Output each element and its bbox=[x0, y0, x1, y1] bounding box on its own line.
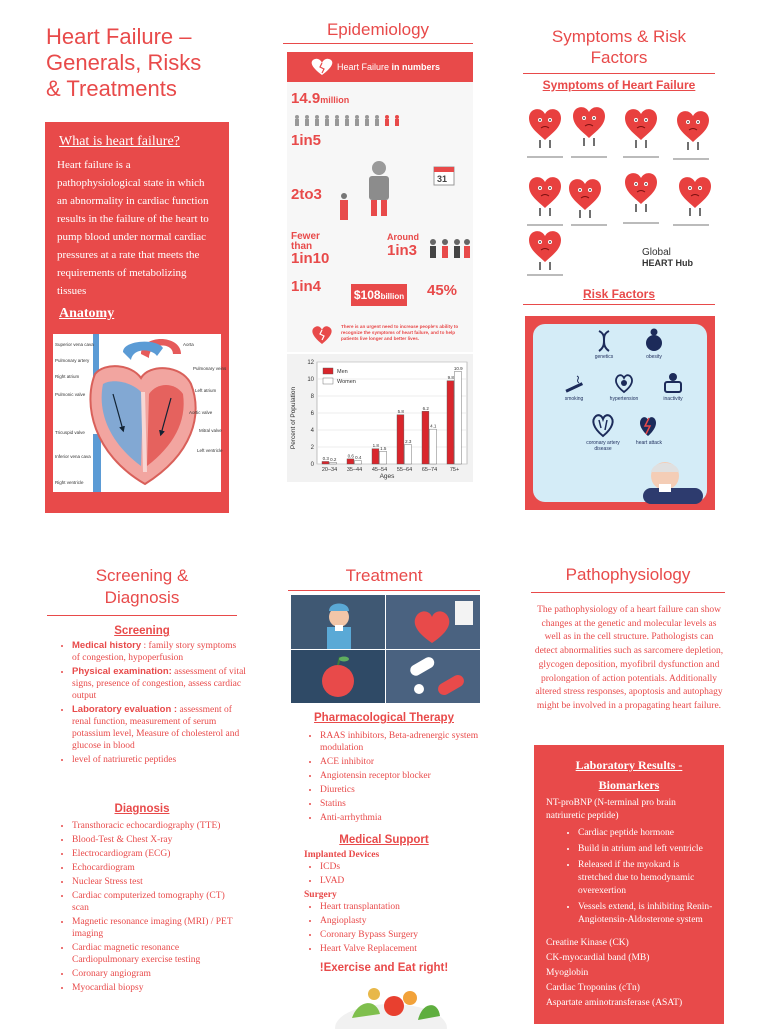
lab-marker: Aspartate aminotransferase (ASAT) bbox=[546, 998, 683, 1008]
lab-marker: Creatine Kinase (CK) bbox=[546, 938, 629, 948]
risk-factors-title: Risk Factors bbox=[582, 287, 656, 301]
title-line-1: Heart Failure – bbox=[46, 24, 192, 49]
screening-item-bold: Physical examination: bbox=[72, 666, 172, 677]
bar-men bbox=[447, 381, 454, 464]
symptoms-title bbox=[523, 26, 715, 68]
document-icon bbox=[455, 601, 473, 625]
risk-label-coronary: coronary artery disease bbox=[586, 440, 620, 452]
surgery-item: • Coronary Bypass Surgery bbox=[320, 929, 480, 941]
what-text: Heart failure is a pathophysiological state in which an abnormality in cardiac function results in the failure of the heart to pump blood under normal cardiac pressures at a rate that meets the requirements of metabolizing tissues bbox=[57, 159, 209, 297]
data-label: 9.8 bbox=[447, 375, 454, 381]
bar-women bbox=[455, 371, 462, 464]
data-label: 10.9 bbox=[453, 365, 463, 371]
heart-attack-icon bbox=[637, 414, 659, 438]
bar-men bbox=[322, 461, 329, 464]
screening-title bbox=[47, 565, 237, 609]
anatomy-diagram bbox=[53, 334, 227, 492]
screening-title-line-1: Screening & bbox=[95, 566, 189, 585]
y-tick-label: 6 bbox=[310, 411, 314, 417]
dna-icon bbox=[595, 330, 613, 352]
what-heading: What is heart failure? bbox=[59, 134, 180, 149]
stat-2to3: 2to3 bbox=[291, 186, 322, 203]
diagnosis-item: • Coronary angiogram bbox=[72, 968, 242, 980]
screening-item bbox=[72, 640, 246, 664]
x-axis-label: Ages bbox=[379, 473, 395, 480]
lab-intro: NT-proBNP (N-terminal pro brain natriuretic peptide) bbox=[546, 798, 676, 821]
risk-label-obesity: obesity bbox=[646, 354, 662, 360]
stat-1in5: 1in5 bbox=[291, 132, 322, 149]
heart-symptom-icon bbox=[625, 109, 657, 148]
heart-symptom-icon bbox=[679, 177, 711, 216]
implanted-heading: Implanted Devices bbox=[304, 850, 380, 860]
lab-bullet: • Vessels extend, is inhibiting Renin-Angiotensin-Aldosterone system bbox=[578, 901, 714, 927]
bar-women bbox=[380, 451, 387, 464]
title-line-3: & Treatments bbox=[46, 76, 177, 101]
data-label: 2.3 bbox=[405, 438, 412, 444]
anatomy-label-12: Left ventricle bbox=[197, 448, 223, 453]
symptoms-title-line-1: Symptoms & Risk bbox=[551, 27, 687, 46]
person-icon bbox=[337, 192, 351, 220]
global-heart-hub-logo bbox=[642, 248, 702, 268]
heart-symptom-icon bbox=[573, 107, 605, 146]
healthy-food-illustration bbox=[330, 984, 452, 1024]
screening-title-line-2: Diagnosis bbox=[104, 588, 180, 607]
what-is-heart-failure-box bbox=[45, 122, 229, 513]
data-label: 0.6 bbox=[347, 453, 354, 459]
screening-item-text: level of natriuretic peptides bbox=[72, 755, 177, 765]
surgery-item: • Heart transplantation bbox=[320, 901, 480, 913]
implanted-item: • ICDs bbox=[320, 861, 480, 873]
heart-symptom-icon bbox=[625, 173, 657, 212]
surgery-item: • Angioplasty bbox=[320, 915, 480, 927]
people-row-icon bbox=[291, 114, 471, 126]
urgent-text: There is an urgent need to increase people's ability to recognize the symptoms of heart failure, and to help patients live longer and better lives. bbox=[341, 324, 459, 341]
risk-label-genetics: genetics bbox=[594, 354, 614, 360]
hypertension-icon bbox=[613, 372, 635, 394]
stat-45: 45% bbox=[427, 282, 458, 299]
risk-factors-panel bbox=[533, 324, 707, 502]
stat-million-unit: million bbox=[320, 95, 350, 105]
lab-title-line-2: Biomarkers bbox=[598, 778, 660, 792]
coronary-artery-icon bbox=[589, 412, 617, 438]
diagnosis-item: • Cardiac magnetic resonance Cardiopulmonary exercise testing bbox=[72, 942, 242, 966]
stat-1in3: 1in3 bbox=[387, 242, 418, 259]
heart-symptom-icon bbox=[529, 109, 561, 148]
anatomy-label-0: Superior vena cava bbox=[55, 342, 94, 347]
diagnosis-item: • Transthoracic echocardiography (TTE) bbox=[72, 820, 242, 832]
legend-label: Men bbox=[337, 369, 348, 375]
screening-item bbox=[72, 754, 246, 766]
lab-marker: Cardiac Troponins (cTn) bbox=[546, 983, 640, 993]
risk-label-smoking: smoking bbox=[564, 396, 584, 402]
screening-item-text: assessment of renal function, measurement of serum potassium level, Measure of cholesterol and glucose in blood bbox=[72, 705, 240, 751]
anatomy-heading: Anatomy bbox=[59, 306, 115, 321]
banner-prefix: Heart Failure bbox=[337, 62, 390, 72]
diagnosis-item: • Echocardiogram bbox=[72, 862, 242, 874]
anatomy-label-9: Left atrium bbox=[195, 388, 217, 393]
surgery-item: • Heart Valve Replacement bbox=[320, 943, 480, 955]
legend-swatch bbox=[323, 378, 333, 384]
screening-item-text: : family story symptoms of congestion, hypoperfusion bbox=[72, 641, 237, 663]
broken-heart-icon bbox=[307, 57, 337, 77]
lab-bullet-list bbox=[534, 823, 724, 934]
data-label: 0.4 bbox=[355, 455, 362, 461]
legend-swatch bbox=[323, 368, 333, 374]
pharma-item: • ACE inhibitor bbox=[320, 756, 480, 768]
lab-marker: Myoglobin bbox=[546, 968, 589, 978]
prevalence-chart bbox=[287, 354, 473, 482]
data-label: 0.3 bbox=[322, 455, 329, 461]
bar-women bbox=[430, 429, 437, 464]
anatomy-label-11: Mitral valve bbox=[199, 428, 222, 433]
lab-markers bbox=[534, 934, 724, 1011]
data-label: 5.8 bbox=[397, 409, 404, 415]
elderly-patient-icon bbox=[361, 158, 397, 218]
calendar-day: 31 bbox=[437, 174, 448, 184]
family-icon bbox=[427, 238, 471, 260]
x-tick-label: 75+ bbox=[449, 467, 460, 473]
risk-label-hypertension: hypertension bbox=[609, 396, 639, 402]
epidemiology-title: Epidemiology bbox=[326, 20, 430, 39]
diagnosis-list bbox=[56, 820, 242, 996]
anatomy-label-7: Aorta bbox=[183, 342, 194, 347]
epidemiology-infographic bbox=[287, 52, 473, 352]
data-label: 1.8 bbox=[372, 443, 379, 449]
anatomy-label-1: Pulmonary artery bbox=[55, 358, 90, 363]
bar-men bbox=[397, 415, 404, 464]
obesity-icon bbox=[645, 328, 663, 354]
y-tick-label: 4 bbox=[310, 428, 314, 434]
anatomy-label-5: Inferior vena cava bbox=[55, 454, 91, 459]
screening-item-bold: Laboratory evaluation : bbox=[72, 704, 178, 715]
diagnosis-item: • Cardiac computerized tomography (CT) scan bbox=[72, 890, 242, 914]
stat-billion-badge bbox=[351, 284, 407, 306]
pharma-item: • Angiotensin receptor blocker bbox=[320, 770, 480, 782]
stat-1in10: 1in10 bbox=[291, 250, 330, 267]
lab-title-line-1: Laboratory Results - bbox=[575, 758, 683, 772]
risk-label-inactivity: inactivity bbox=[663, 396, 683, 402]
lab-bullet: • Released if the myokard is stretched due to hemodynamic overexertion bbox=[578, 859, 714, 898]
diagnosis-item: • Electrocardiogram (ECG) bbox=[72, 848, 242, 860]
implanted-item: • LVAD bbox=[320, 875, 480, 887]
pathophysiology-text: The pathophysiology of a heart failure can show changes at the genetic and molecular levels as well as in the cell structure. Pathologists can detect abnormalities such as sarcomere depletion, glycogen deposition, myofibril dysfunction and prolongation of action potentials. Additionally altered stress responses, apoptosis and autophagy might be involved in a propagating heart failure. bbox=[534, 605, 724, 711]
stat-fewer: Fewer than bbox=[291, 231, 320, 252]
support-list bbox=[304, 849, 480, 957]
pathophysiology-title: Pathophysiology bbox=[565, 565, 691, 584]
banner-suffix: in numbers bbox=[391, 62, 441, 72]
data-label: 1.5 bbox=[380, 445, 387, 451]
stat-around: Around bbox=[387, 232, 419, 242]
surgery-heading: Surgery bbox=[304, 890, 337, 900]
smoking-icon bbox=[563, 374, 585, 394]
support-heading: Medical Support bbox=[339, 834, 429, 846]
x-tick-label: 35–44 bbox=[346, 467, 363, 473]
bar-women bbox=[330, 462, 337, 464]
risk-label-heart-attack: heart attack bbox=[635, 440, 663, 446]
bar-women bbox=[355, 461, 362, 464]
elderly-man-illustration bbox=[633, 454, 707, 502]
y-tick-label: 8 bbox=[310, 394, 314, 400]
pharma-list bbox=[304, 730, 480, 826]
heart-symptom-icon bbox=[677, 111, 709, 150]
y-axis-label: Percent of Population bbox=[290, 386, 297, 450]
legend-label: Women bbox=[337, 379, 356, 385]
logo-line-2: HEART Hub bbox=[642, 258, 693, 268]
data-label: 4.1 bbox=[430, 423, 437, 429]
y-tick-label: 12 bbox=[307, 360, 314, 366]
diagnosis-item: • Nuclear Stress test bbox=[72, 876, 242, 888]
diagnosis-item: • Blood-Test & Chest X-ray bbox=[72, 834, 242, 846]
risk-factors-box bbox=[525, 316, 715, 510]
anatomy-label-2: Right atrium bbox=[55, 374, 80, 379]
stat-billion-unit: billion bbox=[380, 292, 405, 301]
lab-results-box bbox=[534, 745, 724, 1024]
diagnosis-heading: Diagnosis bbox=[114, 803, 170, 815]
stat-million: 14.9 bbox=[291, 90, 321, 107]
title-line-2: Generals, Risks bbox=[46, 50, 202, 75]
x-tick-label: 55–64 bbox=[396, 467, 413, 473]
anatomy-label-4: Tricuspid valve bbox=[55, 430, 85, 435]
anatomy-label-8: Pulmonary veins bbox=[193, 366, 227, 371]
bar-men bbox=[372, 449, 379, 464]
symptoms-subtitle: Symptoms of Heart Failure bbox=[542, 78, 696, 92]
x-tick-label: 20–34 bbox=[321, 467, 338, 473]
treatment-illustration bbox=[291, 595, 480, 703]
data-label: 6.2 bbox=[422, 405, 429, 411]
diagnosis-item: • Myocardial biopsy bbox=[72, 982, 242, 994]
inactivity-icon bbox=[661, 372, 685, 394]
stat-1in4: 1in4 bbox=[291, 278, 322, 295]
logo-line-1: Global bbox=[642, 247, 671, 258]
bar-men bbox=[347, 459, 354, 464]
y-tick-label: 0 bbox=[310, 462, 314, 468]
bar-women bbox=[405, 444, 412, 464]
pharma-item: • Statins bbox=[320, 798, 480, 810]
pharma-item: • Diuretics bbox=[320, 784, 480, 796]
screening-heading: Screening bbox=[114, 625, 170, 637]
symptoms-title-line-2: Factors bbox=[590, 48, 648, 67]
infographic-banner bbox=[287, 52, 473, 82]
anatomy-label-3: Pulmonic valve bbox=[55, 392, 86, 397]
screening-list bbox=[56, 640, 246, 768]
pharma-item: • Anti-arrhythmia bbox=[320, 812, 480, 824]
data-label: 0.2 bbox=[330, 456, 337, 462]
y-tick-label: 2 bbox=[310, 445, 314, 451]
diagnosis-item: • Magnetic resonance imaging (MRI) / PET imaging bbox=[72, 916, 242, 940]
page-title bbox=[46, 24, 246, 102]
y-tick-label: 10 bbox=[307, 377, 314, 383]
lab-bullet: • Cardiac peptide hormone bbox=[578, 827, 714, 840]
prevalence-chart-svg bbox=[287, 354, 473, 482]
pharma-item: • RAAS inhibitors, Beta-adrenergic system modulation bbox=[320, 730, 480, 754]
screening-item-text: assessment of vital signs, presence of congestion, assess cardiac output bbox=[72, 667, 246, 701]
x-tick-label: 45–54 bbox=[371, 467, 388, 473]
heart-symptom-icon bbox=[529, 177, 561, 216]
pharma-heading: Pharmacological Therapy bbox=[314, 712, 454, 724]
anatomy-label-6: Right ventricle bbox=[55, 480, 84, 485]
exercise-slogan: !Exercise and Eat right! bbox=[319, 962, 449, 974]
bar-men bbox=[422, 411, 429, 464]
treatment-title: Treatment bbox=[345, 566, 423, 585]
anatomy-label-10: Aortic valve bbox=[189, 410, 213, 415]
screening-item bbox=[72, 704, 246, 752]
screening-item bbox=[72, 666, 246, 702]
screening-item-bold: Medical history bbox=[72, 640, 142, 651]
x-tick-label: 65–74 bbox=[421, 467, 438, 473]
heart-symptom-icon bbox=[569, 179, 601, 218]
broken-heart-small-icon bbox=[309, 324, 335, 346]
stat-billion: $108 bbox=[353, 288, 381, 302]
lab-bullet: • Build in atrium and left ventricle bbox=[578, 843, 714, 856]
lab-marker: CK-myocardial band (MB) bbox=[546, 953, 650, 963]
heart-symptom-icon bbox=[529, 231, 561, 270]
